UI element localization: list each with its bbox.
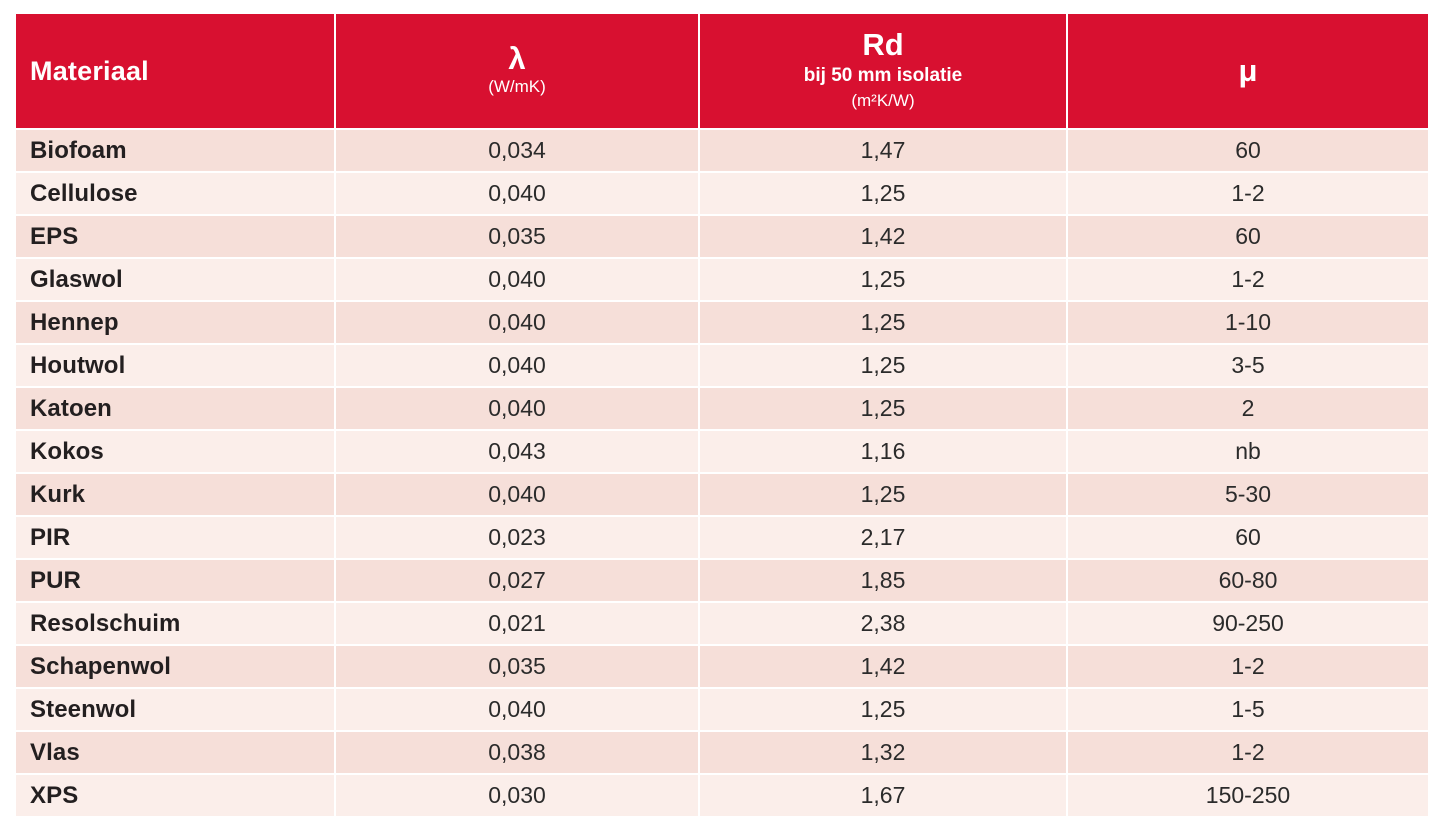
cell-lambda: 0,027 bbox=[336, 560, 698, 601]
cell-materiaal: Biofoam bbox=[16, 130, 334, 171]
cell-lambda: 0,030 bbox=[336, 775, 698, 816]
cell-lambda: 0,040 bbox=[336, 345, 698, 386]
cell-rd: 1,42 bbox=[700, 646, 1066, 687]
cell-rd: 1,67 bbox=[700, 775, 1066, 816]
cell-lambda: 0,040 bbox=[336, 259, 698, 300]
cell-rd: 1,16 bbox=[700, 431, 1066, 472]
cell-materiaal: Hennep bbox=[16, 302, 334, 343]
cell-rd: 2,17 bbox=[700, 517, 1066, 558]
cell-mu: 2 bbox=[1068, 388, 1428, 429]
cell-rd: 2,38 bbox=[700, 603, 1066, 644]
cell-materiaal: Resolschuim bbox=[16, 603, 334, 644]
cell-lambda: 0,040 bbox=[336, 173, 698, 214]
column-header-rd bbox=[700, 14, 1066, 128]
cell-lambda: 0,040 bbox=[336, 302, 698, 343]
table-row bbox=[16, 345, 1428, 386]
cell-lambda: 0,043 bbox=[336, 431, 698, 472]
cell-mu: 1-2 bbox=[1068, 732, 1428, 773]
cell-materiaal: Steenwol bbox=[16, 689, 334, 730]
table-row bbox=[16, 775, 1428, 816]
cell-rd: 1,25 bbox=[700, 474, 1066, 515]
cell-rd: 1,25 bbox=[700, 302, 1066, 343]
cell-mu: 1-5 bbox=[1068, 689, 1428, 730]
cell-materiaal: Kurk bbox=[16, 474, 334, 515]
cell-rd: 1,25 bbox=[700, 345, 1066, 386]
column-header-lambda bbox=[336, 14, 698, 128]
cell-lambda: 0,035 bbox=[336, 646, 698, 687]
cell-mu: 5-30 bbox=[1068, 474, 1428, 515]
cell-mu: 1-2 bbox=[1068, 646, 1428, 687]
cell-lambda: 0,021 bbox=[336, 603, 698, 644]
cell-materiaal: EPS bbox=[16, 216, 334, 257]
column-header-rd-unit: (m²K/W) bbox=[851, 91, 915, 111]
cell-rd: 1,47 bbox=[700, 130, 1066, 171]
cell-materiaal: PIR bbox=[16, 517, 334, 558]
table-row bbox=[16, 173, 1428, 214]
cell-materiaal: Houtwol bbox=[16, 345, 334, 386]
column-header-mu bbox=[1068, 14, 1428, 128]
cell-lambda: 0,035 bbox=[336, 216, 698, 257]
table-body bbox=[16, 130, 1428, 816]
cell-lambda: 0,038 bbox=[336, 732, 698, 773]
cell-rd: 1,25 bbox=[700, 388, 1066, 429]
cell-rd: 1,42 bbox=[700, 216, 1066, 257]
cell-lambda: 0,034 bbox=[336, 130, 698, 171]
table-row bbox=[16, 259, 1428, 300]
cell-rd: 1,85 bbox=[700, 560, 1066, 601]
cell-materiaal: Katoen bbox=[16, 388, 334, 429]
column-header-materiaal bbox=[16, 14, 334, 128]
table-row bbox=[16, 517, 1428, 558]
cell-mu: 60 bbox=[1068, 216, 1428, 257]
insulation-materials-table bbox=[14, 12, 1430, 818]
column-header-rd-note: bij 50 mm isolatie bbox=[803, 65, 963, 87]
cell-materiaal: Glaswol bbox=[16, 259, 334, 300]
table-row bbox=[16, 732, 1428, 773]
cell-materiaal: Vlas bbox=[16, 732, 334, 773]
table-row bbox=[16, 689, 1428, 730]
column-header-materiaal-label: Materiaal bbox=[30, 55, 149, 86]
cell-lambda: 0,023 bbox=[336, 517, 698, 558]
cell-mu: 3-5 bbox=[1068, 345, 1428, 386]
cell-materiaal: Kokos bbox=[16, 431, 334, 472]
table-header bbox=[16, 14, 1428, 128]
cell-materiaal: XPS bbox=[16, 775, 334, 816]
cell-materiaal: Schapenwol bbox=[16, 646, 334, 687]
column-header-mu-symbol: μ bbox=[1238, 52, 1258, 88]
cell-mu: 60-80 bbox=[1068, 560, 1428, 601]
table-row bbox=[16, 431, 1428, 472]
cell-rd: 1,25 bbox=[700, 173, 1066, 214]
cell-rd: 1,25 bbox=[700, 689, 1066, 730]
cell-materiaal: PUR bbox=[16, 560, 334, 601]
cell-mu: 1-2 bbox=[1068, 173, 1428, 214]
cell-mu: 90-250 bbox=[1068, 603, 1428, 644]
cell-mu: nb bbox=[1068, 431, 1428, 472]
table-row bbox=[16, 302, 1428, 343]
table-row bbox=[16, 388, 1428, 429]
cell-lambda: 0,040 bbox=[336, 474, 698, 515]
cell-mu: 1-10 bbox=[1068, 302, 1428, 343]
table-row bbox=[16, 560, 1428, 601]
column-header-lambda-unit: (W/mK) bbox=[488, 77, 546, 97]
table-header-row bbox=[16, 14, 1428, 128]
table-row bbox=[16, 603, 1428, 644]
table-row bbox=[16, 474, 1428, 515]
cell-mu: 150-250 bbox=[1068, 775, 1428, 816]
cell-rd: 1,25 bbox=[700, 259, 1066, 300]
table-row bbox=[16, 646, 1428, 687]
cell-mu: 60 bbox=[1068, 130, 1428, 171]
column-header-lambda-symbol: λ bbox=[508, 40, 526, 76]
cell-materiaal: Cellulose bbox=[16, 173, 334, 214]
cell-lambda: 0,040 bbox=[336, 388, 698, 429]
cell-mu: 60 bbox=[1068, 517, 1428, 558]
cell-rd: 1,32 bbox=[700, 732, 1066, 773]
cell-mu: 1-2 bbox=[1068, 259, 1428, 300]
column-header-rd-symbol: Rd bbox=[862, 26, 904, 62]
cell-lambda: 0,040 bbox=[336, 689, 698, 730]
table-row bbox=[16, 216, 1428, 257]
table-row bbox=[16, 130, 1428, 171]
